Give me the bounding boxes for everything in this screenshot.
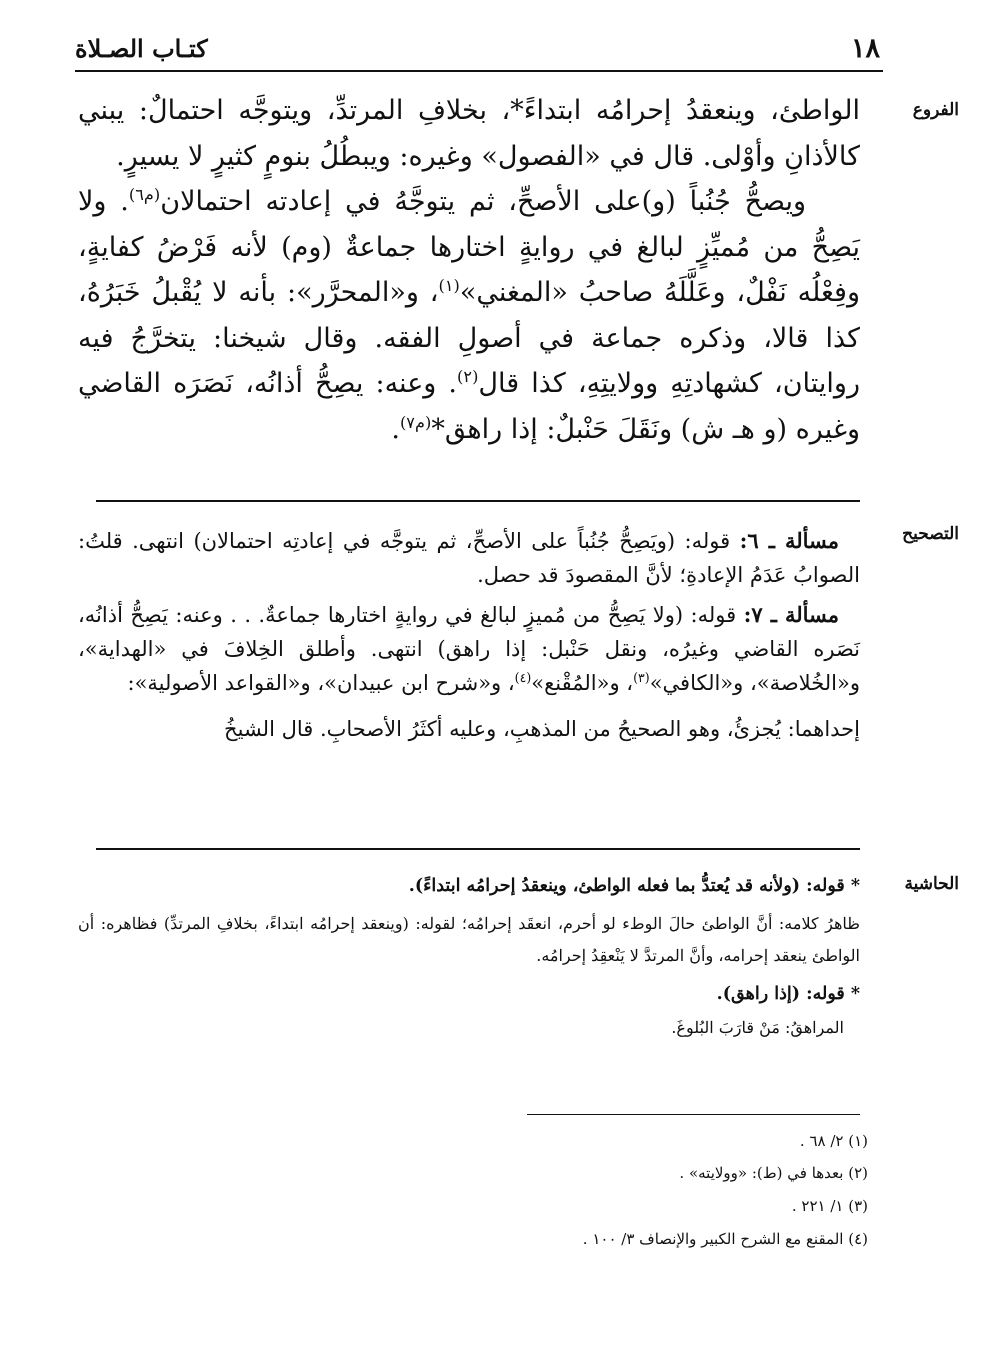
hashiya-quote-1: * قوله: (ولأنه قد يُعتدُّ بما فعله الواطئ، وينعقدُ إحرامُه ابتداءً).	[408, 876, 860, 896]
issue-heading: مسألة ـ ٧:	[743, 602, 840, 627]
furu-paragraph-2: ويصحُّ جُنُباً (و)على الأصحِّ، ثم يتوجَّهُ في إعادته احتمالان$^{(م٦)}$. ولا يَصِحُّ من مُميِّزٍ لبالغ في روايةٍ اختارها جماعةٌ (وم) لأنه فَرْضُ كفايةٍ، وفِعْلُه نَفْلٌ، وعَلَّلَهُ صاحبُ «المغني»$^{(١)}$، و«المحرَّر»: بأنه لا يُقْبلُ خَبَرُهُ، كذا قالا، وذكره جماعة في أصولِ الفقه. وقال شيخنا: يتخرَّجُ فيه روايتان، كشهادتِهِ وولايتِهِ، كذا قال$^{(٢)}$. وعنه: يصِحُّ أذانُه، نَصَرَه القاضي وغيره (و هـ ش) ونَقَلَ حَنْبلٌ: إذا راهق*$^{(م٧)}$.	[78, 185, 861, 445]
hashiya-text	[78, 868, 860, 1044]
footnote: (٣) ١/ ٢٢١ .	[791, 1197, 868, 1215]
footnote-ref: (٣)	[633, 670, 650, 685]
header-rule	[75, 70, 883, 72]
footnote-ref: (م٧)	[399, 412, 432, 432]
page-number: ١٨	[850, 32, 880, 64]
footnote-ref: (٤)	[514, 670, 532, 685]
margin-label-tashih: التصحيح	[902, 524, 959, 544]
issue-heading: مسألة ـ ٦:	[739, 528, 840, 553]
tashih-text	[78, 524, 860, 746]
tashih-issue-6: مسألة ـ ٦: قوله: (ويَصِحُّ جُنُباً على الأصحِّ، ثم يتوجَّه في إعادتِه احتمالان) انتهى. قلتُ: الصوابُ عَدَمُ الإعادةِ؛ لأنَّ المقصودَ قد حصل.	[78, 528, 860, 587]
running-title: كتـاب الصـلاة	[75, 33, 208, 63]
page-header	[75, 30, 880, 66]
footnote-separator	[527, 1114, 860, 1115]
tashih-first-opinion: إحداهما: يُجزئُ، وهو الصحيحُ من المذهبِ، وعليه أكثَرُ الأصحابِ. قال الشيخُ	[224, 717, 860, 741]
footnote-ref: (م٦)	[128, 185, 161, 204]
margin-label-furu: الفروع	[912, 100, 959, 120]
hashiya-comment-2: المراهقُ: مَنْ قارَبَ البُلوغَ.	[671, 1018, 844, 1037]
hashiya-comment-1: ظاهرُ كلامه: أنَّ الواطئ حالَ الوطء لو أحرم، انعقَد إحرامُه؛ لقوله: (وينعقد إحرامُه ابتداءً، بخلافِ المرتدِّ) فظاهره: أن الواطئ ينعقد إحرامه، وأنَّ المرتدَّ لا يَنْعقِدُ إحرامُه.	[78, 914, 860, 965]
margin-label-hashiya: الحاشية	[904, 874, 959, 894]
tashih-issue-7: مسألة ـ ٧: قوله: (ولا يَصِحُّ من مُميزٍ لبالغ في روايةٍ اختارها جماعةٌ. . . وعنه: يَصِحُّ أذانُه، نَصَره القاضي وغيرُه، ونقل حَنْبل: إذا راهق) انتهى. وأطلق الخِلافَ في «الهداية»، و«الخُلاصة»، و«الكافي»$^{(٣)}$، و«المُقْنع»$^{(٤)}$، و«شرح ابن عبيدان»، و«القواعد الأصولية»:	[78, 602, 860, 695]
footnote: (١) ٢/ ٦٨ .	[799, 1132, 868, 1150]
section-divider	[96, 848, 860, 850]
footnote-ref: (٢)	[457, 367, 479, 386]
footnote-ref: (١)	[438, 276, 460, 295]
furu-text	[78, 88, 860, 452]
section-divider	[96, 500, 860, 502]
furu-paragraph-1: الواطئ، وينعقدُ إحرامُه ابتداءً*، بخلافِ المرتدِّ، ويتوجَّه احتمالٌ: يبني كالأذانِ وأوْلى. قال في «الفصول» وغيره: ويبطُلُ بنومٍ كثيرٍ لا يسيرٍ.	[78, 95, 860, 172]
footnote: (٢) بعدها في (ط): «وولايته» .	[679, 1164, 868, 1182]
hashiya-quote-2: * قوله: (إذا راهق).	[716, 984, 860, 1004]
footnote: (٤) المقنع مع الشرح الكبير والإنصاف ٣/ ١٠٠ .	[582, 1230, 868, 1248]
